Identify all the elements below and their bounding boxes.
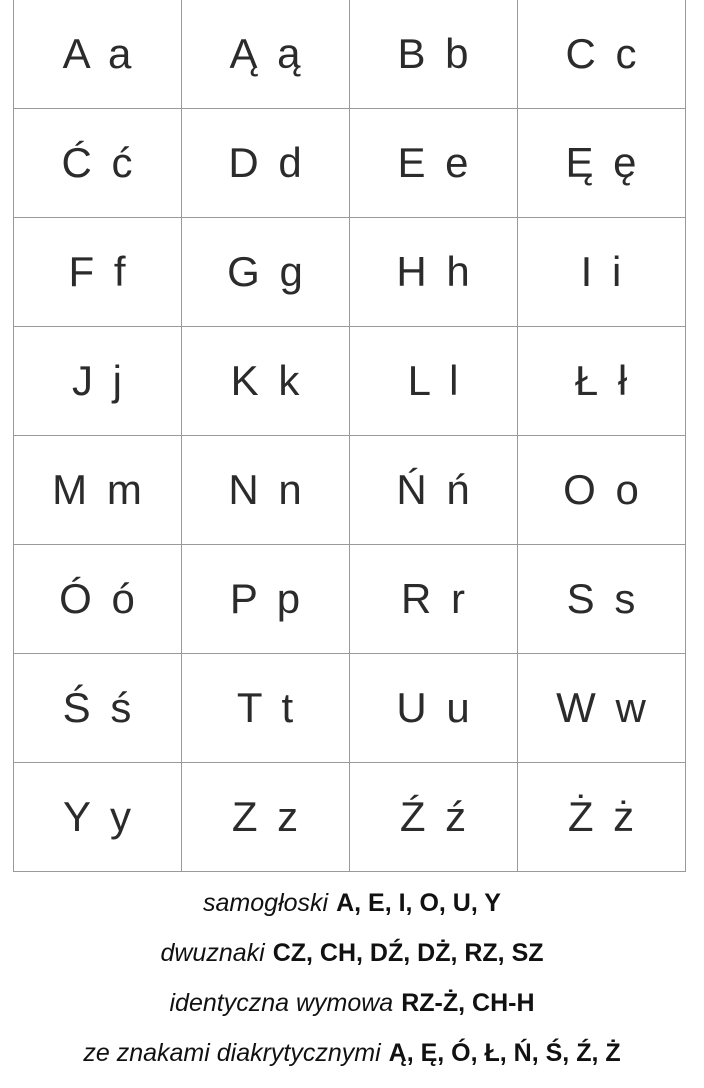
letter-cell: Ś ś [14, 654, 182, 763]
letter-cell: N n [182, 436, 350, 545]
note-digraphs [0, 928, 704, 978]
letter-cell: Ź ź [350, 763, 518, 872]
letter-cell: F f [14, 218, 182, 327]
note-value: Ą, Ę, Ó, Ł, Ń, Ś, Ź, Ż [388, 1039, 621, 1067]
note-label: identyczna wymowa [169, 989, 394, 1017]
letter-cell: Ć ć [14, 109, 182, 218]
letter-cell: L l [350, 327, 518, 436]
letter-cell: G g [182, 218, 350, 327]
grid-row [14, 654, 686, 763]
note-value: A, E, I, O, U, Y [336, 889, 501, 917]
letter-cell: I i [518, 218, 686, 327]
letter-cell: Ń ń [350, 436, 518, 545]
grid-row [14, 436, 686, 545]
letter-cell: S s [518, 545, 686, 654]
grid-row [14, 218, 686, 327]
letter-cell: Ą ą [182, 0, 350, 109]
letter-cell: C c [518, 0, 686, 109]
alphabet-grid [13, 0, 686, 872]
letter-cell: Ę ę [518, 109, 686, 218]
grid-row [14, 545, 686, 654]
letter-cell: Ó ó [14, 545, 182, 654]
letter-cell: U u [350, 654, 518, 763]
letter-cell: P p [182, 545, 350, 654]
note-value: CZ, CH, DŹ, DŻ, RZ, SZ [272, 939, 544, 967]
letter-cell: K k [182, 327, 350, 436]
note-vowels [0, 878, 704, 928]
grid-row [14, 109, 686, 218]
letter-cell: D d [182, 109, 350, 218]
letter-cell: Ż ż [518, 763, 686, 872]
letter-cell: T t [182, 654, 350, 763]
letter-cell: M m [14, 436, 182, 545]
note-label: dwuznaki [160, 939, 265, 967]
letter-cell: O o [518, 436, 686, 545]
letter-cell: H h [350, 218, 518, 327]
letter-cell: Ł ł [518, 327, 686, 436]
note-diacritics [0, 1028, 704, 1078]
grid-row [14, 0, 686, 109]
letter-cell: R r [350, 545, 518, 654]
grid-row [14, 763, 686, 872]
notes-section [0, 878, 704, 1078]
letter-cell: Z z [182, 763, 350, 872]
letter-cell: Y y [14, 763, 182, 872]
letter-cell: J j [14, 327, 182, 436]
letter-cell: W w [518, 654, 686, 763]
note-value: RZ-Ż, CH-H [401, 989, 535, 1017]
letter-cell: E e [350, 109, 518, 218]
note-label: ze znakami diakrytycznymi [83, 1039, 381, 1067]
note-label: samogłoski [203, 889, 329, 917]
letter-cell: B b [350, 0, 518, 109]
grid-row [14, 327, 686, 436]
note-identical-pronunciation [0, 978, 704, 1028]
letter-cell: A a [14, 0, 182, 109]
